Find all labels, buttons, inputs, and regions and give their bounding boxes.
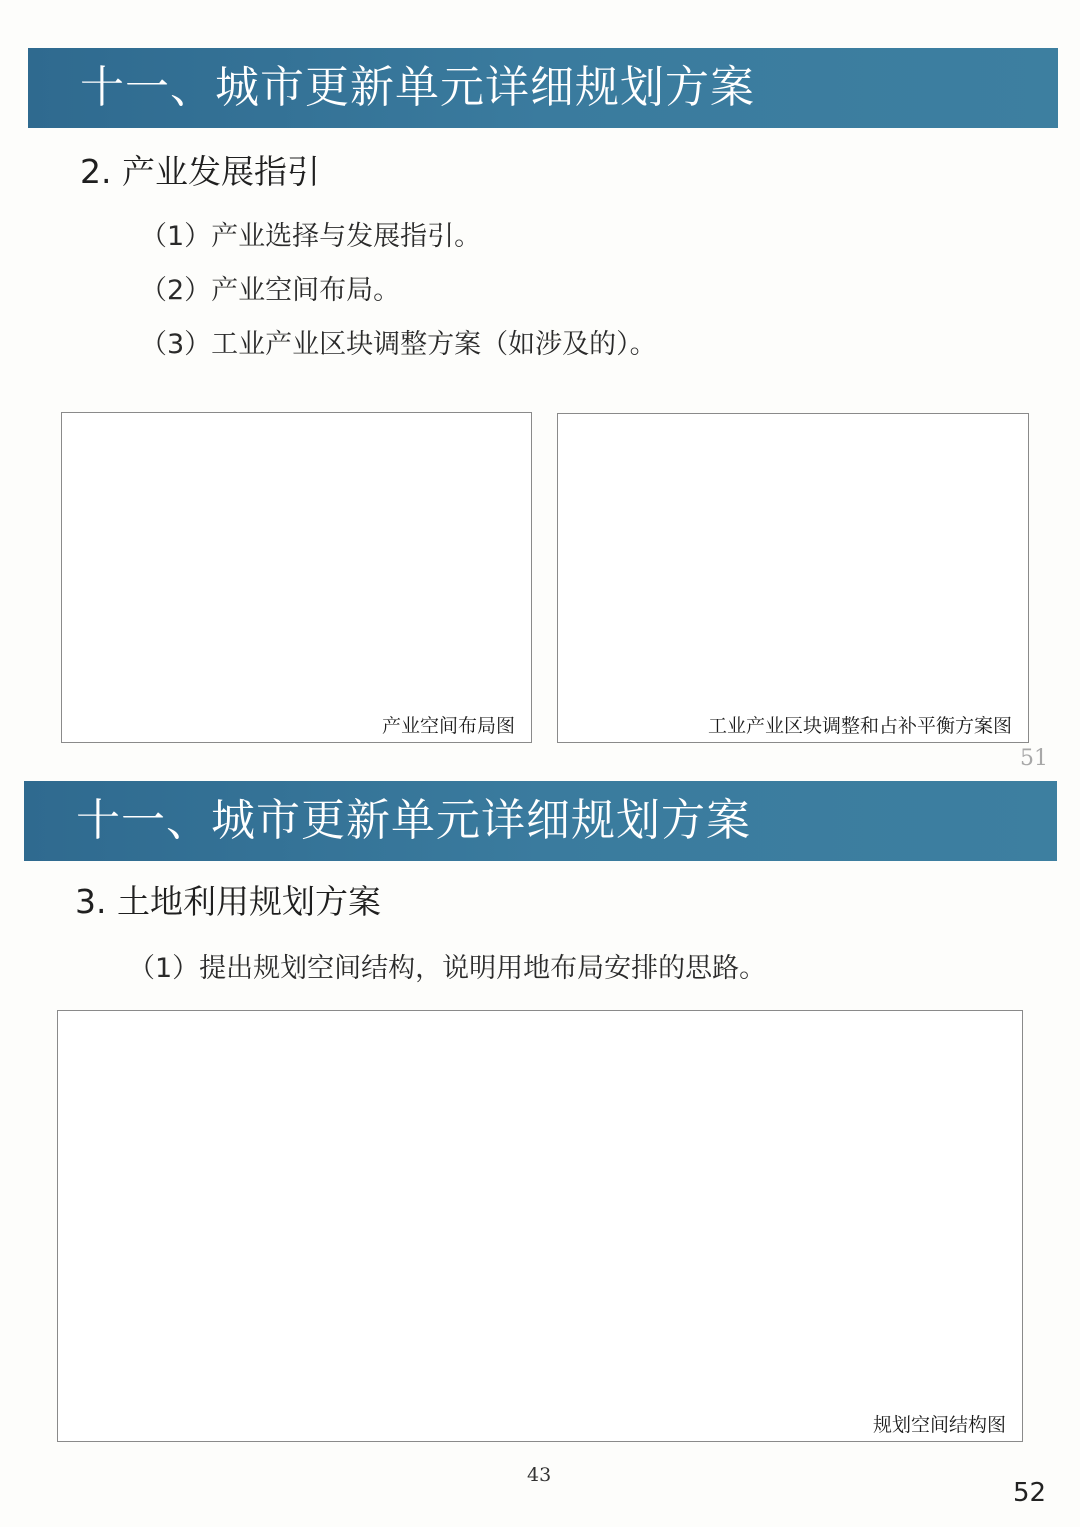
list-item: （1）提出规划空间结构，说明用地布局安排的思路。 <box>128 953 767 984</box>
figure-caption: 产业空间布局图 <box>381 715 515 737</box>
inner-page-number: 43 <box>527 1464 552 1486</box>
section-heading: 3. 土地利用规划方案 <box>75 882 381 921</box>
page-number: 52 <box>1013 1478 1047 1508</box>
list-item: （1）产业选择与发展指引。 <box>140 221 482 252</box>
list-item: （3）工业产业区块调整方案（如涉及的）。 <box>140 329 657 360</box>
chapter-banner <box>28 48 1058 128</box>
list-item: （2）产业空间布局。 <box>140 275 401 306</box>
chapter-title: 十一、城市更新单元详细规划方案 <box>76 795 751 846</box>
page-number: 51 <box>1020 746 1048 771</box>
figure-frame-industrial-block-adjustment <box>557 413 1029 743</box>
figure-caption: 规划空间结构图 <box>872 1414 1006 1436</box>
section-heading: 2. 产业发展指引 <box>80 152 320 191</box>
figure-frame-industrial-layout <box>61 412 532 743</box>
chapter-banner <box>24 781 1057 861</box>
figure-frame-spatial-structure <box>57 1010 1023 1442</box>
chapter-title: 十一、城市更新单元详细规划方案 <box>80 62 755 113</box>
figure-caption: 工业产业区块调整和占补平衡方案图 <box>707 715 1012 737</box>
